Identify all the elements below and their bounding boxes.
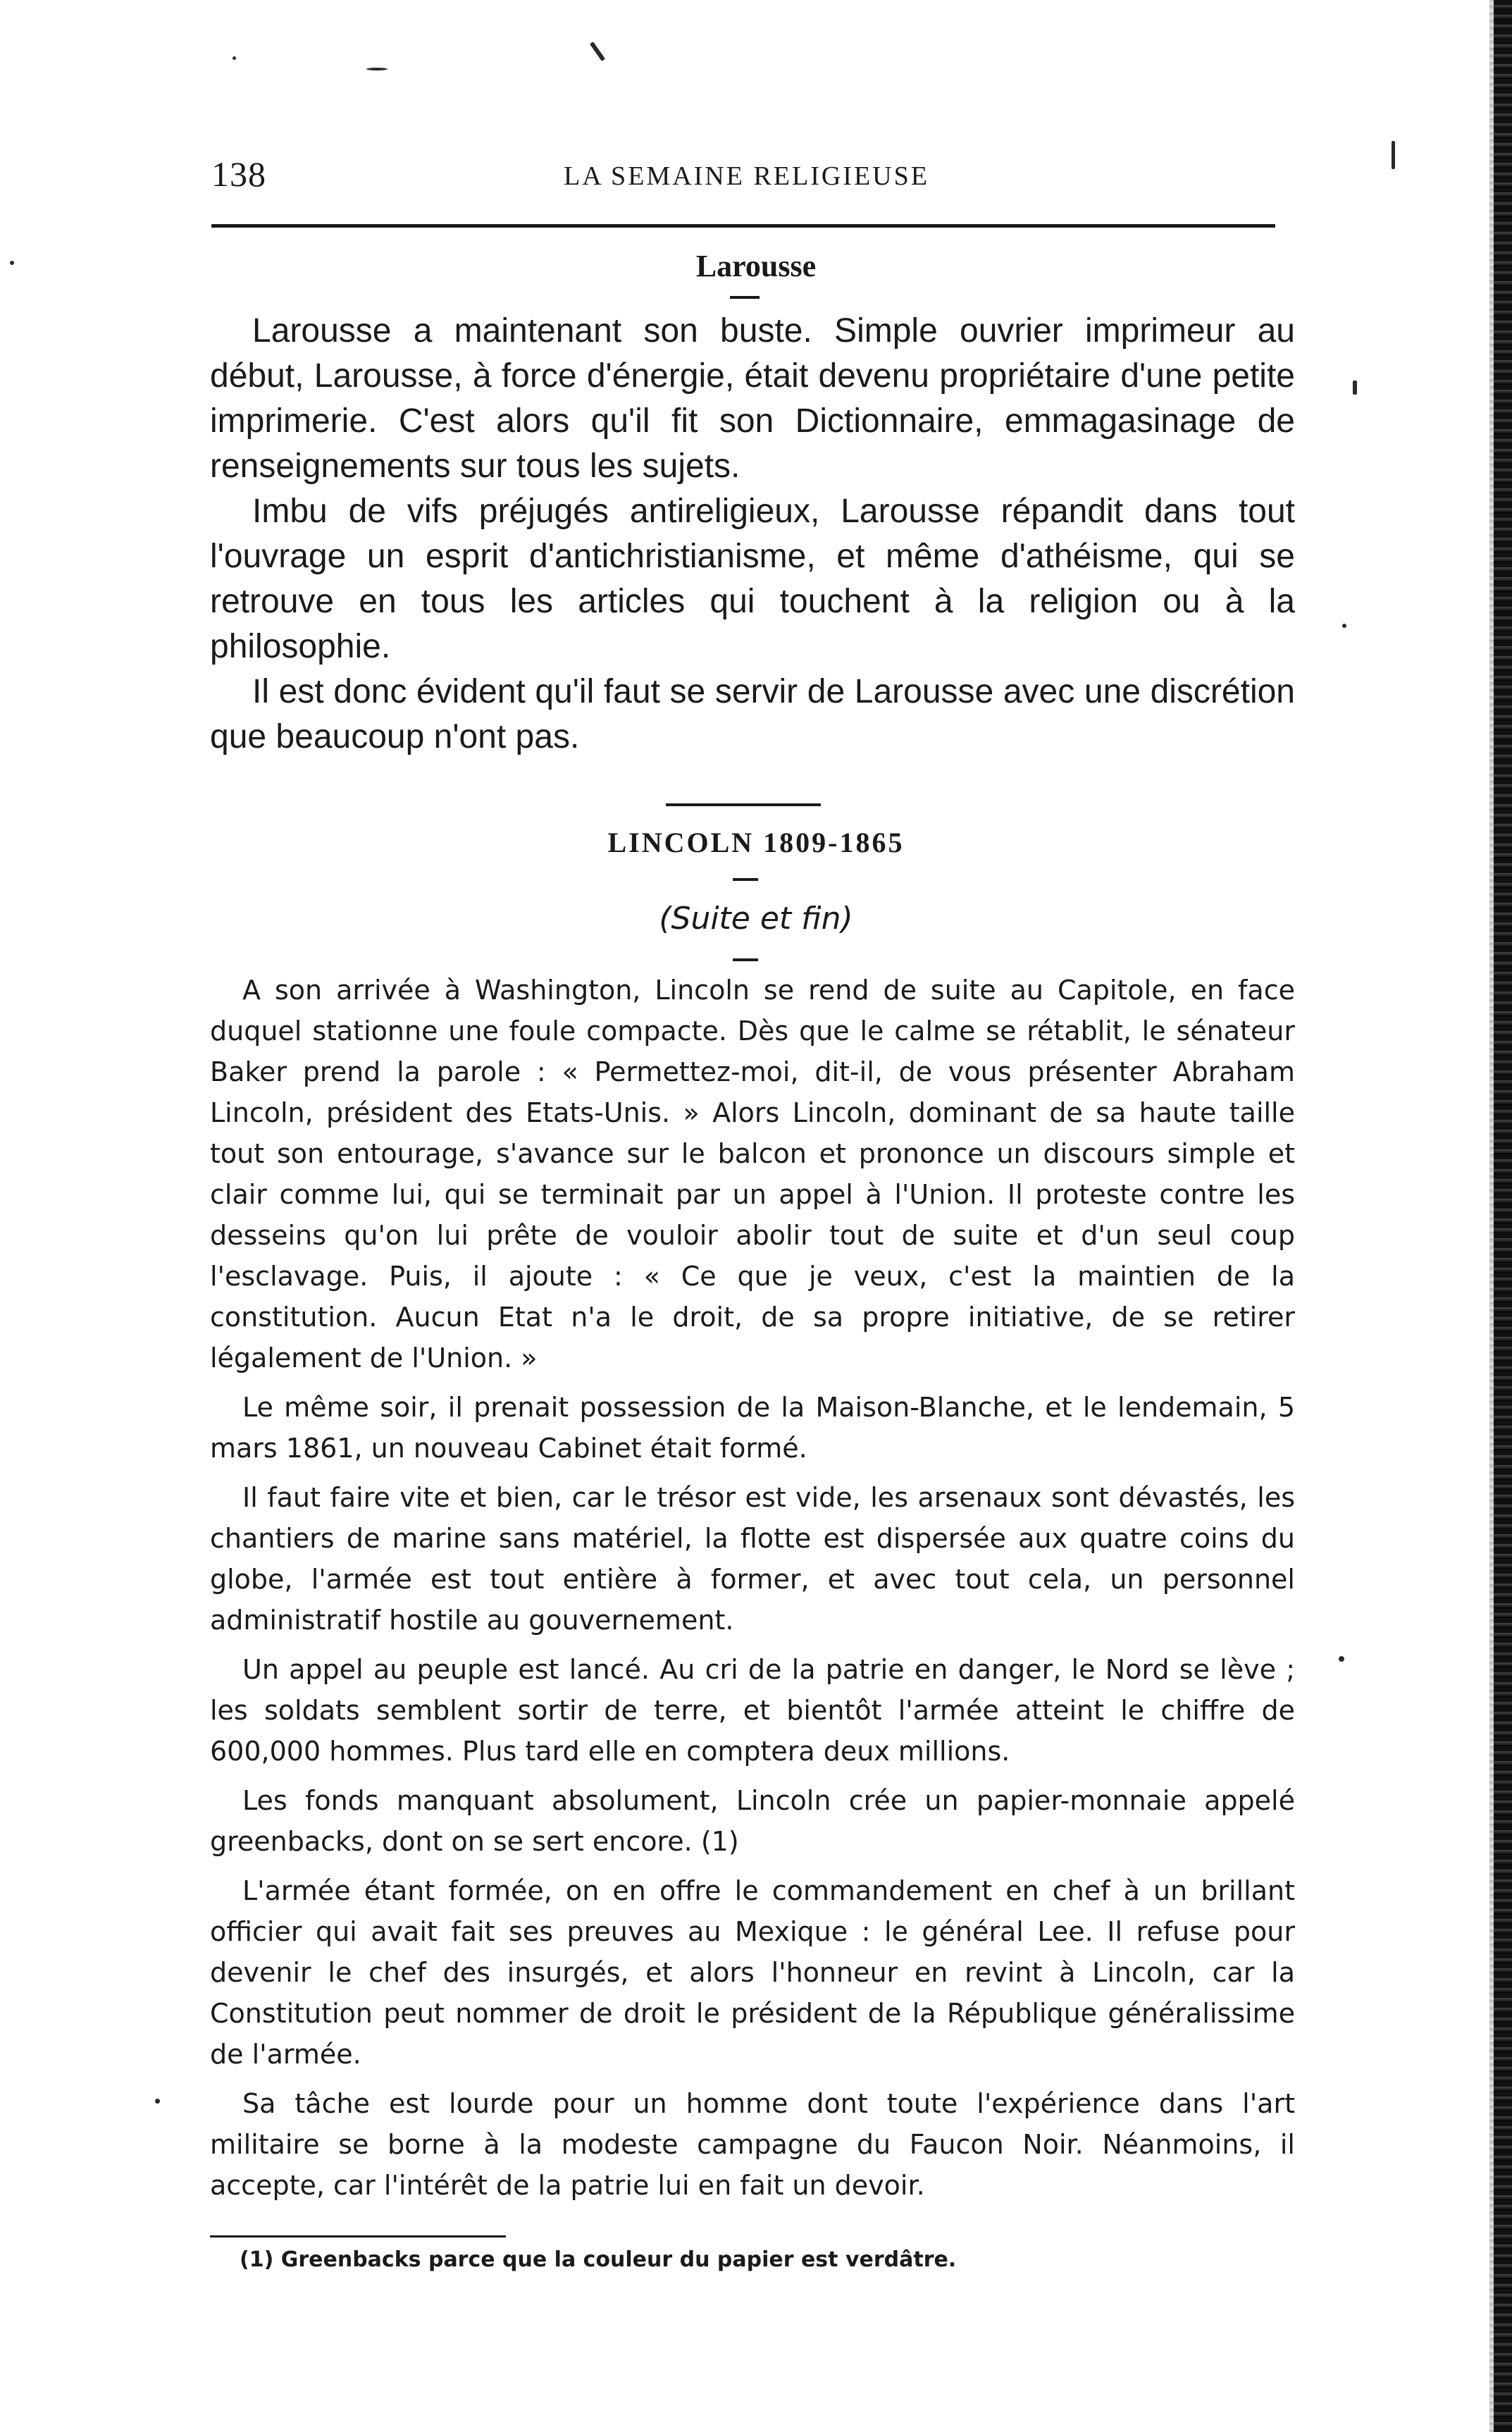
paragraph: Il faut faire vite et bien, car le trésor est vide, les arsenaux sont dévastés, les chantiers de marine sans matériel, la flotte est dispersée aux quatre coins du globe, l'armée est tout entière à former, et avec tout cela, un personnel administratif hostile au gouvernement. [210,1482,1295,1636]
scan-speck [1392,141,1395,169]
paragraph: Les fonds manquant absolument, Lincoln crée un papier-monnaie appelé greenbacks, dont on se sert encore. (1) [210,1785,1295,1857]
scan-speck [366,68,388,70]
lincoln-subtitle: (Suite et fin) [659,901,853,937]
running-title: LA SEMAINE RELIGIEUSE [564,161,929,191]
scan-speck [1339,1656,1344,1662]
binding-edge [1494,0,1512,2432]
paragraph: L'armée étant formée, on en offre le commandement en chef à un brillant officier qui avait fait ses preuves au Mexique : le général Lee. Il refuse pour devenir le chef des insurgés, et alors l'honneur en revint à Lincoln, car la Constitution peut nommer de droit le président de la République généralissime de l'armée. [210,1875,1295,2070]
scan-speck [1353,381,1357,395]
title-dash [730,296,760,299]
paragraph: Il est donc évident qu'il faut se servir de Larousse avec une discrétion que beaucoup n'ont pas. [210,673,1295,755]
footnote-rule [210,2235,506,2237]
title-dash [733,878,758,881]
scan-speck [1342,624,1346,628]
paragraph: Larousse a maintenant son buste. Simple ouvrier imprimeur au début, Larousse, à force d'énergie, était devenu propriétaire d'une petite imprimerie. C'est alors qu'il fit son Dictionnaire, emmagasinage de renseignements sur tous les sujets. [210,312,1295,485]
larousse-article [210,309,1295,760]
footnote: (1) Greenbacks parce que la couleur du papier est verdâtre. [240,2247,957,2272]
scan-speck [233,56,236,60]
header-rule [211,224,1275,228]
scan-speck [155,2099,160,2104]
lincoln-article [210,970,1295,2214]
scan-speck [590,42,605,61]
paragraph: Le même soir, il prenait possession de la Maison-Blanche, et le lendemain, 5 mars 1861, un nouveau Cabinet était formé. [210,1392,1295,1464]
section-separator [666,803,821,806]
page-number: 138 [211,154,266,194]
larousse-title: Larousse [695,249,817,283]
paragraph: Sa tâche est lourde pour un homme dont toute l'expérience dans l'art militaire se borne à la modeste campagne du Faucon Noir. Néanmoins, il accepte, car l'intérêt de la patrie lui en fait un devoir. [210,2088,1295,2201]
paragraph: Imbu de vifs préjugés antireligieux, Larousse répandit dans tout l'ouvrage un esprit d'antichristianisme, et même d'athéisme, qui se retrouve en tous les articles qui touchent à la religion ou à la philosophie. [210,493,1295,665]
paragraph: A son arrivée à Washington, Lincoln se rend de suite au Capitole, en face duquel stationne une foule compacte. Dès que le calme se rétablit, le sénateur Baker prend la parole : « Permettez-moi, dit-il, de vous présenter Abraham Lincoln, président des Etats-Unis. » Alors Lincoln, dominant de sa haute taille tout son entourage, s'avance sur le balcon et prononce un discours simple et clair comme lui, qui se terminait par un appel à l'Union. Il proteste contre les desseins qu'on lui prête de vouloir abolir tout de suite et d'un seul coup l'esclavage. Puis, il ajoute : « Ce que je veux, c'est la maintien de la constitution. Aucun Etat n'a le droit, de sa propre initiative, de se retirer légalement de l'Union. » [210,975,1295,1374]
title-dash [733,958,758,961]
paragraph: Un appel au peuple est lancé. Au cri de la patrie en danger, le Nord se lève ; les soldats semblent sortir de terre, et bientôt l'armée atteint le chiffre de 600,000 hommes. Plus tard elle en comptera deux millions. [210,1654,1295,1767]
lincoln-title: LINCOLN 1809-1865 [607,827,905,858]
